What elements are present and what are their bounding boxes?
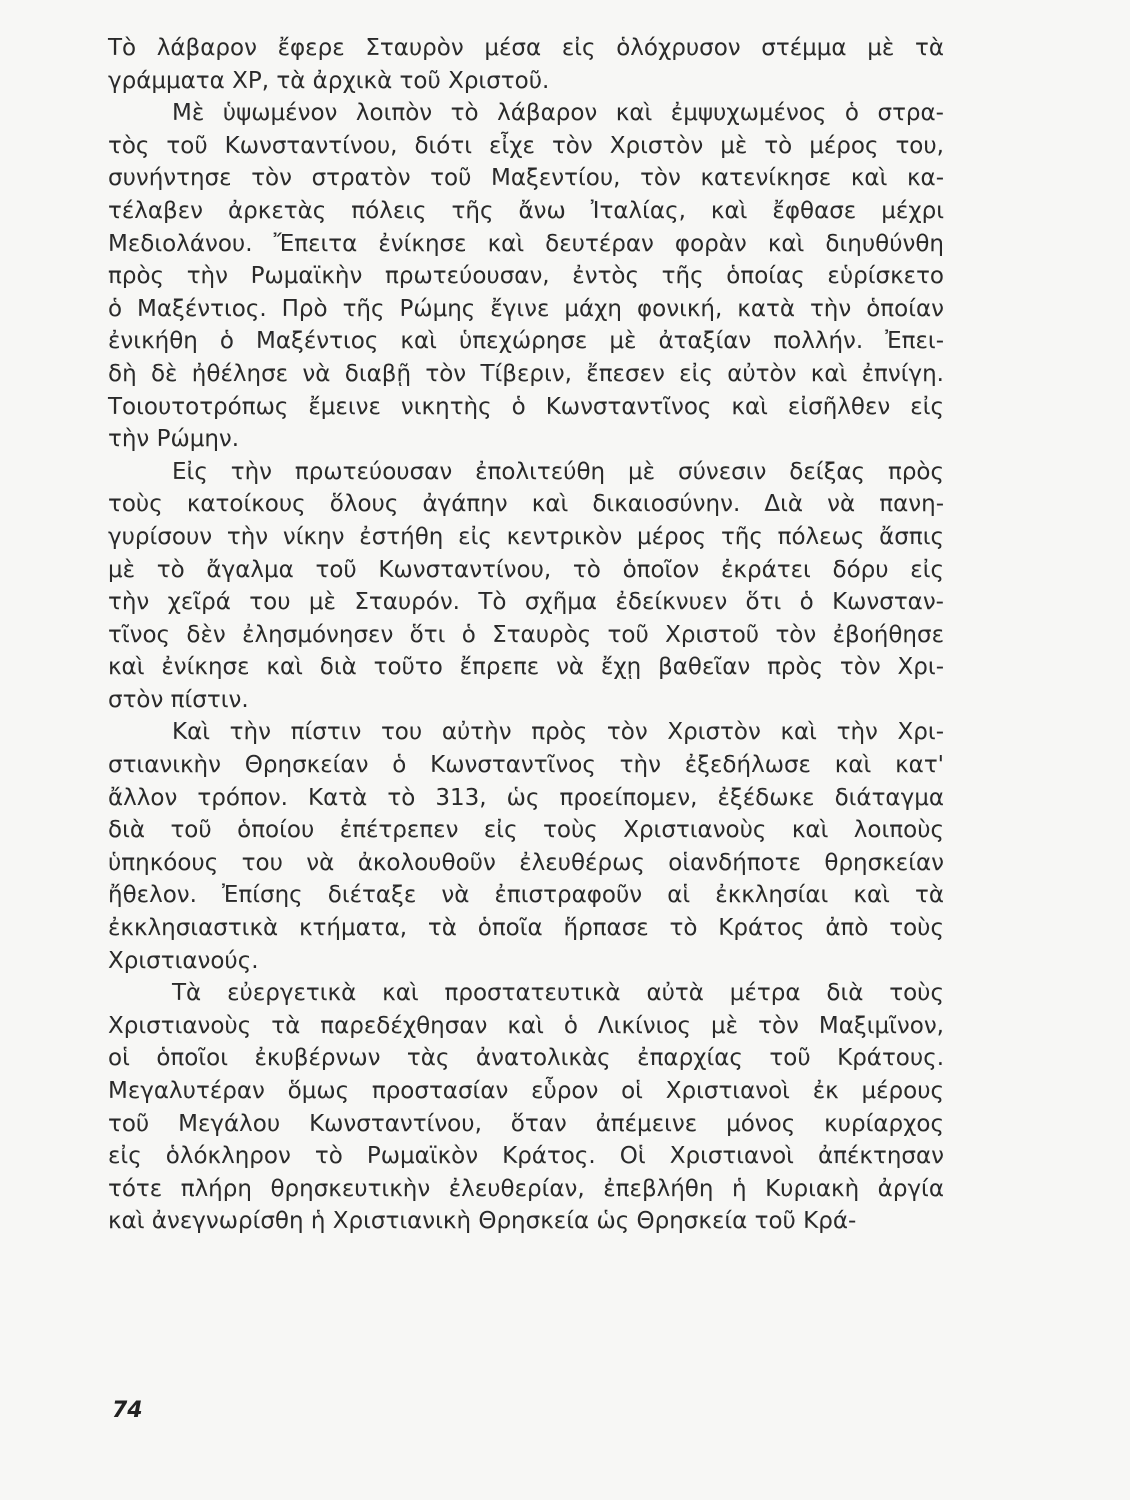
text-line: Καὶ τὴν πίστιν του αὐτὴν πρὸς τὸν Χριστὸν καὶ τὴν Χρι-: [172, 719, 944, 746]
text-line: γράμματα ΧΡ, τὰ ἀρχικὰ τοῦ Χριστοῦ.: [108, 67, 550, 94]
text-line: ὑπηκόους του νὰ ἀκολουθοῦν ἐλευθέρως οἱανδήποτε θρησκείαν: [108, 849, 944, 876]
text-line: τοῦ Μεγάλου Κωνσταντίνου, ὅταν ἀπέμεινε μόνος κυρίαρχος: [108, 1110, 944, 1137]
text-line: Τοιουτοτρόπως ἔμεινε νικητὴς ὁ Κωνσταντῖνος καὶ εἰσῆλθεν εἰς: [108, 393, 944, 420]
text-line: γυρίσουν τὴν νίκην ἐστήθη εἰς κεντρικὸν μέρος τῆς πόλεως ἄσπις: [108, 523, 944, 550]
body-text: [108, 32, 944, 1238]
text-line: ἄλλον τρόπον. Κατὰ τὸ 313, ὡς προείπομεν, ἐξέδωκε διάταγμα: [108, 784, 944, 811]
text-line: τὴν χεῖρά του μὲ Σταυρόν. Τὸ σχῆμα ἐδείκνυεν ὅτι ὁ Κωνσταν-: [108, 589, 944, 616]
page-number: 74: [112, 1398, 143, 1423]
text-line: τῖνος δὲν ἐλησμόνησεν ὅτι ὁ Σταυρὸς τοῦ Χριστοῦ τὸν ἐβοήθησε: [108, 621, 944, 648]
text-line: Τὸ λάβαρον ἔφερε Σταυρὸν μέσα εἰς ὁλόχρυσον στέμμα μὲ τὰ: [108, 35, 944, 61]
text-line: μὲ τὸ ἄγαλμα τοῦ Κωνσταντίνου, τὸ ὁποῖον ἐκράτει δόρυ εἰς: [108, 556, 944, 583]
paragraph: [108, 97, 944, 456]
text-line: τὴν Ρώμην.: [108, 426, 240, 453]
text-line: τότε πλήρη θρησκευτικὴν ἐλευθερίαν, ἐπεβλήθη ἡ Κυριακὴ ἀργία: [108, 1175, 944, 1202]
text-line: τὸς τοῦ Κωνσταντίνου, διότι εἶχε τὸν Χριστὸν μὲ τὸ μέρος του,: [108, 132, 944, 159]
text-line: στὸν πίστιν.: [108, 686, 249, 713]
text-line: ὁ Μαξέντιος. Πρὸ τῆς Ρώμης ἔγινε μάχη φονική, κατὰ τὴν ὁποίαν: [108, 295, 944, 322]
text-line: Μεγαλυτέραν ὅμως προστασίαν εὗρον οἱ Χριστιανοὶ ἐκ μέρους: [108, 1078, 944, 1104]
paragraph: [108, 456, 944, 717]
paragraph: [108, 716, 944, 977]
paragraph: [108, 977, 944, 1238]
text-line: Τὰ εὐεργετικὰ καὶ προστατευτικὰ αὐτὰ μέτρα διὰ τοὺς: [172, 980, 944, 1007]
text-line: ἤθελον. Ἐπίσης διέταξε νὰ ἐπιστραφοῦν αἱ ἐκκλησίαι καὶ τὰ: [108, 882, 944, 909]
text-line: Μὲ ὑψωμένον λοιπὸν τὸ λάβαρον καὶ ἐμψυχωμένος ὁ στρα-: [172, 100, 944, 127]
text-line: διὰ τοῦ ὁποίου ἐπέτρεπεν εἰς τοὺς Χριστιανοὺς καὶ λοιποὺς: [108, 817, 944, 844]
text-line: Χριστιανοὺς τὰ παρεδέχθησαν καὶ ὁ Λικίνιος μὲ τὸν Μαξιμῖνον,: [108, 1012, 944, 1039]
text-line: τοὺς κατοίκους ὅλους ἀγάπην καὶ δικαιοσύνην. Διὰ νὰ πανη-: [108, 491, 944, 518]
text-line: στιανικὴν Θρησκείαν ὁ Κωνσταντῖνος τὴν ἐξεδήλωσε καὶ κατ': [108, 752, 944, 779]
text-line: δὴ δὲ ἠθέλησε νὰ διαβῇ τὸν Τίβεριν, ἔπεσεν εἰς αὐτὸν καὶ ἐπνίγη.: [108, 360, 944, 387]
text-line: καὶ ἐνίκησε καὶ διὰ τοῦτο ἔπρεπε νὰ ἔχῃ βαθεῖαν πρὸς τὸν Χρι-: [108, 654, 944, 681]
text-line: Μεδιολάνου. Ἔπειτα ἐνίκησε καὶ δευτέραν φορὰν καὶ διηυθύνθη: [108, 230, 944, 257]
text-line: Εἰς τὴν πρωτεύουσαν ἐπολιτεύθη μὲ σύνεσιν δείξας πρὸς: [172, 458, 944, 485]
text-line: τέλαβεν ἀρκετὰς πόλεις τῆς ἄνω Ἰταλίας, καὶ ἔφθασε μέχρι: [108, 197, 944, 224]
text-line: συνήντησε τὸν στρατὸν τοῦ Μαξεντίου, τὸν κατενίκησε καὶ κα-: [108, 165, 944, 192]
text-line: πρὸς τὴν Ρωμαϊκὴν πρωτεύουσαν, ἐντὸς τῆς ὁποίας εὑρίσκετο: [108, 263, 944, 290]
text-line: καὶ ἀνεγνωρίσθη ἡ Χριστιανικὴ Θρησκεία ὡς Θρησκεία τοῦ Κρά-: [108, 1208, 857, 1235]
text-line: ἐνικήθη ὁ Μαξέντιος καὶ ὑπεχώρησε μὲ ἀταξίαν πολλήν. Ἐπει-: [108, 328, 944, 355]
text-line: ἐκκλησιαστικὰ κτήματα, τὰ ὁποῖα ἥρπασε τὸ Κράτος ἀπὸ τοὺς: [108, 915, 944, 942]
paragraph: [108, 32, 944, 97]
text-line: εἰς ὁλόκληρον τὸ Ρωμαϊκὸν Κράτος. Οἱ Χριστιανοὶ ἀπέκτησαν: [108, 1143, 944, 1170]
text-line: Χριστιανούς.: [108, 947, 259, 974]
text-line: οἱ ὁποῖοι ἐκυβέρνων τὰς ἀνατολικὰς ἐπαρχίας τοῦ Κράτους.: [108, 1045, 944, 1072]
